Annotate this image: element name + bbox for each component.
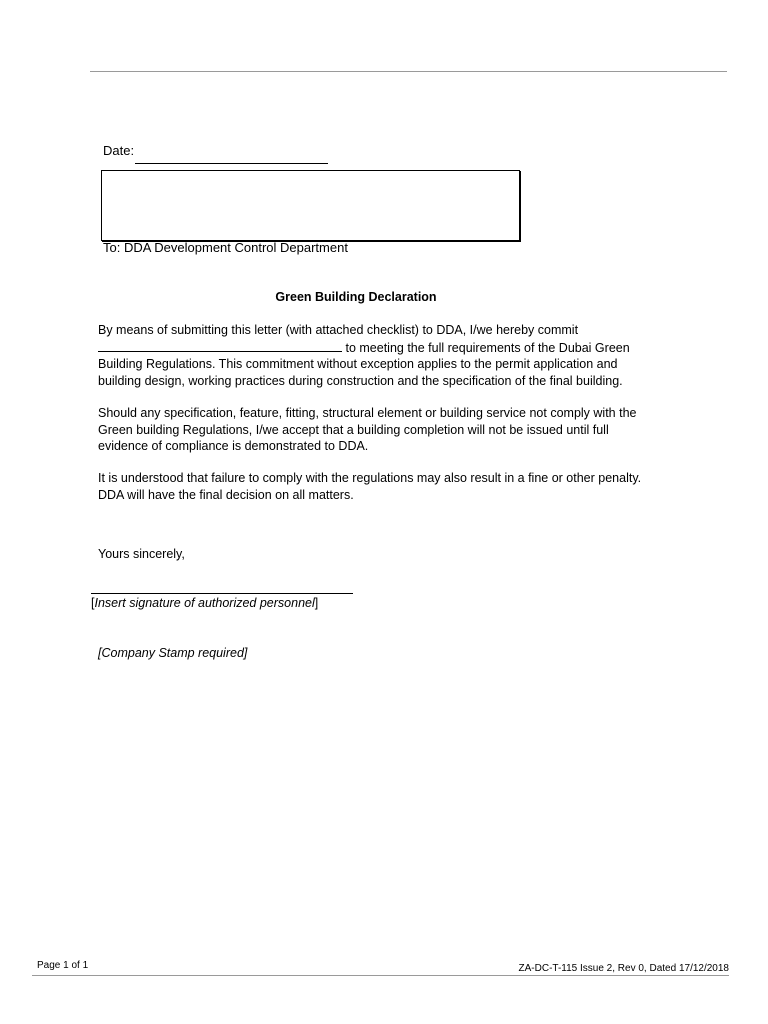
header-divider — [90, 71, 727, 72]
footer-divider — [32, 975, 729, 976]
closing-salutation: Yours sincerely, — [98, 547, 185, 561]
signature-caption-text: Insert signature of authorized personnel — [94, 596, 315, 610]
signature-bracket-open: [ — [91, 596, 95, 610]
compliance-paragraph: Should any specification, feature, fitting, structural element or building service not comply with the Green building Regulations, I/we accept that a building completion will not be issued until full evidence of compliance is demonstrated to DDA. — [98, 406, 637, 453]
recipient-address-box[interactable] — [101, 170, 520, 241]
signature-line[interactable] — [91, 593, 353, 594]
signature-caption — [91, 596, 318, 610]
date-input-line[interactable] — [135, 163, 328, 164]
company-name-blank[interactable] — [98, 339, 342, 352]
signature-bracket-close: ] — [314, 596, 319, 610]
date-label: Date: — [103, 143, 135, 158]
commitment-text-rest: to meeting the full requirements of the Dubai Green Building Regulations. This commitment without exception applies to the permit application and building design, working practices during construction and the specification of the final building. — [98, 340, 630, 388]
commitment-paragraph — [98, 322, 646, 389]
company-stamp-note: [Company Stamp required] — [98, 646, 248, 660]
penalty-paragraph: It is understood that failure to comply with the regulations may also result in a fine or other penalty. DDA will have the final decision on all matters. — [98, 471, 642, 502]
commitment-text-start: By means of submitting this letter (with attached checklist) to DDA, I/we hereby commit — [98, 323, 579, 337]
recipient-line: To: DDA Development Control Department — [103, 240, 348, 255]
document-title: Green Building Declaration — [275, 290, 437, 304]
document-reference: ZA-DC-T-115 Issue 2, Rev 0, Dated 17/12/2018 — [518, 963, 729, 974]
page-number: Page 1 of 1 — [37, 960, 89, 971]
